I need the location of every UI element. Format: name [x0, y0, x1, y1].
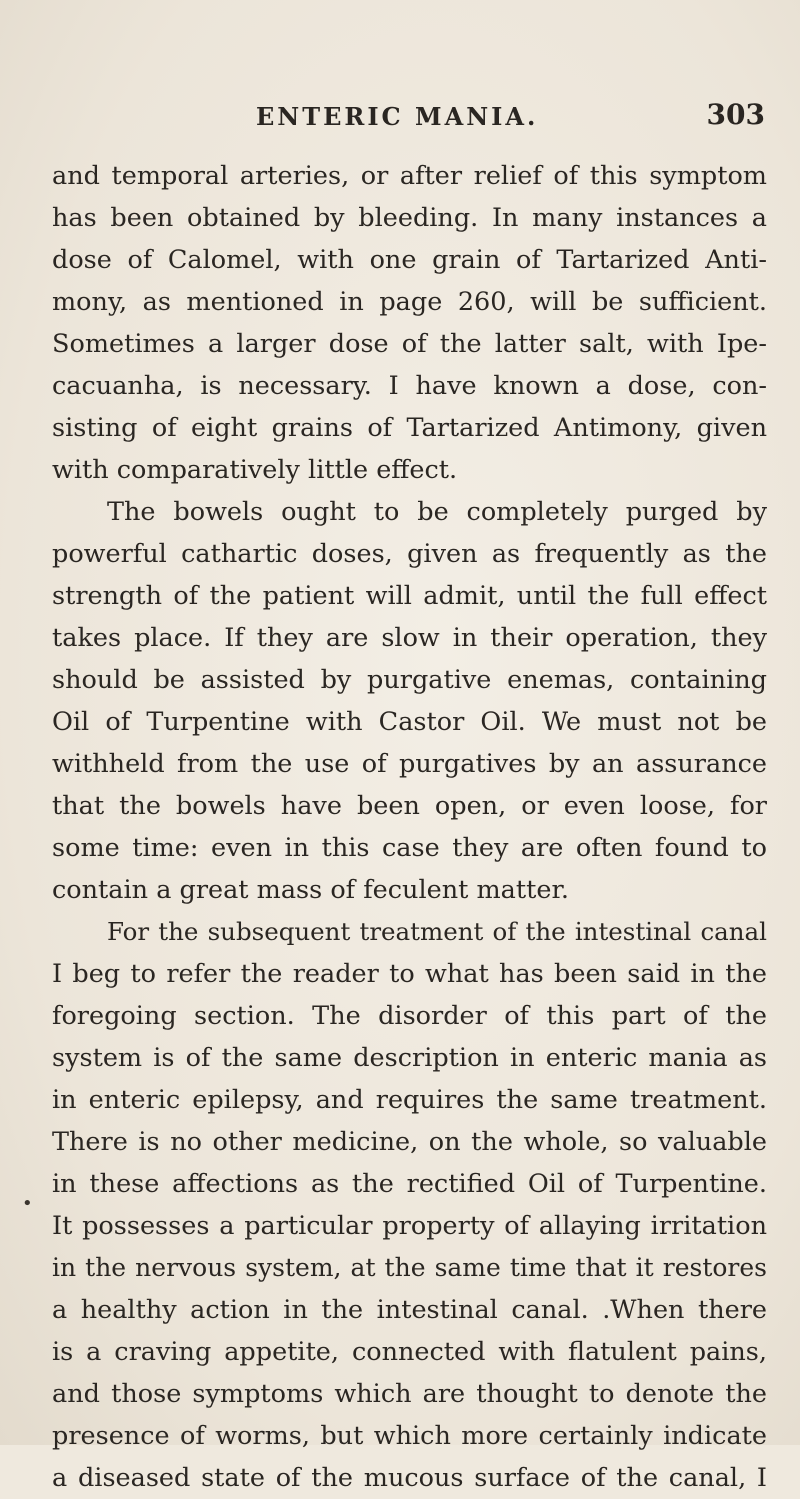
- text-line: is a craving appetite, connected with flatulent pains,: [52, 1337, 767, 1367]
- margin-mark: •: [22, 1193, 33, 1214]
- text-line: presence of worms, but which more certainly indicate: [52, 1421, 767, 1451]
- text-line: should be assisted by purgative enemas, containing: [52, 665, 767, 695]
- text-line: with comparatively little effect.: [52, 455, 458, 485]
- text-line: foregoing section. The disorder of this part of the: [52, 1001, 767, 1031]
- text-line: a diseased state of the mucous surface of the canal, I: [52, 1463, 767, 1493]
- text-line: some time: even in this case they are often found to: [52, 833, 767, 863]
- page-number: 303: [706, 98, 765, 131]
- text-line: I beg to refer the reader to what has been said in the: [52, 959, 767, 989]
- text-line: mony, as mentioned in page 260, will be sufficient.: [52, 287, 767, 317]
- text-line: cacuanha, is necessary. I have known a dose, con-: [52, 371, 767, 401]
- text-line: has been obtained by bleeding. In many instances a: [52, 203, 767, 233]
- running-head: ENTERIC MANIA.: [256, 102, 539, 131]
- text-line: Oil of Turpentine with Castor Oil. We must not be: [52, 707, 767, 737]
- text-line: in enteric epilepsy, and requires the same treatment.: [52, 1085, 767, 1115]
- text-line: in these affections as the rectified Oil of Turpentine.: [52, 1169, 767, 1199]
- text-line: powerful cathartic doses, given as frequently as the: [52, 539, 767, 569]
- text-line: strength of the patient will admit, until the full effect: [52, 581, 767, 611]
- text-line: and temporal arteries, or after relief of this symptom: [52, 161, 767, 191]
- text-line: system is of the same description in enteric mania as: [52, 1043, 767, 1073]
- text-line: dose of Calomel, with one grain of Tartarized Anti-: [52, 245, 767, 275]
- text-line: It possesses a particular property of allaying irritation: [52, 1211, 767, 1241]
- paragraph-start: For the subsequent treatment of the intestinal canal: [107, 917, 767, 946]
- page-header: [0, 98, 800, 138]
- paragraph-start: The bowels ought to be completely purged by: [107, 497, 767, 527]
- text-line: sisting of eight grains of Tartarized Antimony, given: [52, 413, 767, 443]
- text-line: takes place. If they are slow in their operation, they: [52, 623, 767, 653]
- text-line: Sometimes a larger dose of the latter salt, with Ipe-: [52, 329, 767, 359]
- text-line: a healthy action in the intestinal canal. .When there: [52, 1295, 767, 1325]
- text-line: in the nervous system, at the same time that it restores: [52, 1253, 767, 1282]
- text-line: and those symptoms which are thought to denote the: [52, 1379, 767, 1409]
- text-line: There is no other medicine, on the whole, so valuable: [52, 1127, 767, 1157]
- text-line: that the bowels have been open, or even loose, for: [52, 791, 767, 821]
- text-line: withheld from the use of purgatives by an assurance: [52, 749, 767, 779]
- text-line: contain a great mass of feculent matter.: [52, 875, 569, 905]
